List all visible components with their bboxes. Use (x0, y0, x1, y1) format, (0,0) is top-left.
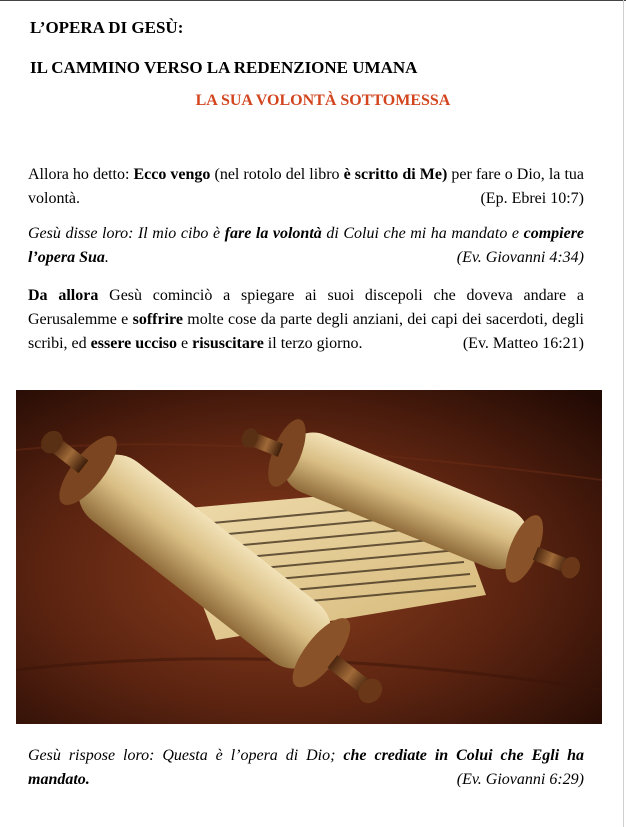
bold-run: soffrire (132, 311, 183, 328)
bold-run: compiere l’opera Sua (28, 225, 585, 266)
passage-matteo (28, 284, 584, 356)
verse-reference: (Ev. Giovanni 4:34) (456, 249, 584, 266)
bold-run: fare la volontà (224, 225, 322, 242)
text-run: per fare o Dio, la tua volontà. (28, 166, 585, 207)
bold-run: risuscitare (192, 335, 264, 352)
bold-run: che crediate in Colui che Egli ha mandato. (28, 747, 585, 788)
text-run: Gesù disse loro: Il mio cibo è (28, 225, 225, 242)
text-run: e (177, 335, 193, 352)
text-run: Gesù cominciò a spiegare ai suoi discepoli che doveva andare a Gerusalemme e (28, 287, 585, 328)
bold-run: essere ucciso (90, 335, 177, 352)
passage-giovanni-6 (28, 744, 584, 792)
text-run: (nel rotolo del libro (210, 166, 344, 183)
section-title: LA SUA VOLONTÀ SOTTOMESSA (195, 92, 451, 109)
text-run: molte cose da parte degli anziani, dei capi dei sacerdoti, degli scribi, ed (28, 311, 585, 352)
bold-run: Da allora (28, 287, 99, 304)
text-run: di Colui che mi ha mandato e (321, 225, 524, 242)
text-run: il terzo giorno. (263, 335, 363, 352)
bold-run: Ecco vengo (133, 166, 211, 183)
right-rule (623, 0, 624, 827)
verse-reference: (Ep. Ebrei 10:7) (480, 190, 584, 207)
verse-reference: (Ev. Giovanni 6:29) (456, 771, 584, 788)
page-subtitle: IL CAMMINO VERSO LA REDENZIONE UMANA (30, 58, 418, 77)
page-title: L’OPERA DI GESÙ: (30, 18, 184, 37)
text-run: Allora ho detto: (28, 166, 134, 183)
verse-reference: (Ev. Matteo 16:21) (462, 335, 584, 352)
scroll-illustration (16, 390, 602, 724)
passage-giovanni-4 (28, 222, 584, 270)
scroll-photo (16, 390, 602, 724)
top-rule (0, 0, 626, 1)
passage-ebrei (28, 163, 584, 211)
bold-run: è scritto di Me) (343, 166, 448, 183)
text-run: Gesù rispose loro: Questa è l’opera di Dio; (28, 747, 344, 764)
text-run: . (104, 249, 109, 266)
